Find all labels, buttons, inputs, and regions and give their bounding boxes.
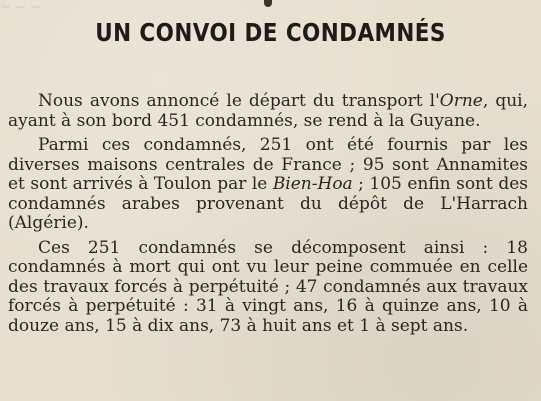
article-body: [8, 92, 528, 336]
show-through-text: ∼ ∼ ∼: [0, 0, 41, 15]
paragraph-1-text-2: , qui, ayant à son bord 451 condamnés, se rend à la Guyane.: [8, 91, 528, 131]
paragraph-2: [8, 136, 528, 234]
paragraph-2-text-2: ; 105 enfin sont des condamnés arabes provenant du dépôt de L'Harrach (Algérie).: [8, 174, 528, 233]
paragraph-1: [8, 92, 528, 131]
paragraph-3: [8, 239, 528, 337]
paragraph-3-text-1: Ces 251 condamnés se décomposent ainsi : 18 condamnés à mort qui ont vu leur peine commuée en celle des travaux forcés à perpétuité ; 47 condamnés aux travaux forcés à perpétuité : 31 à vingt ans, 16 à quinze ans, 10 à douze ans, 15 à dix ans, 73 à huit ans et 1 à sept ans.: [8, 237, 528, 336]
paragraph-2-text-1: Parmi ces condamnés, 251 ont été fournis par les diverses maisons centrales de France ; 95 sont Annamites et sont arrivés à Toulon par le: [8, 135, 528, 194]
ship-name-bien-hoa: Bien-Hoa: [272, 174, 353, 194]
paragraph-1-text-1: Nous avons annoncé le départ du transport l': [38, 91, 440, 111]
ship-name-orne: Orne: [439, 91, 483, 111]
article-headline: UN CONVOI DE CONDAMNÉS: [95, 18, 446, 47]
